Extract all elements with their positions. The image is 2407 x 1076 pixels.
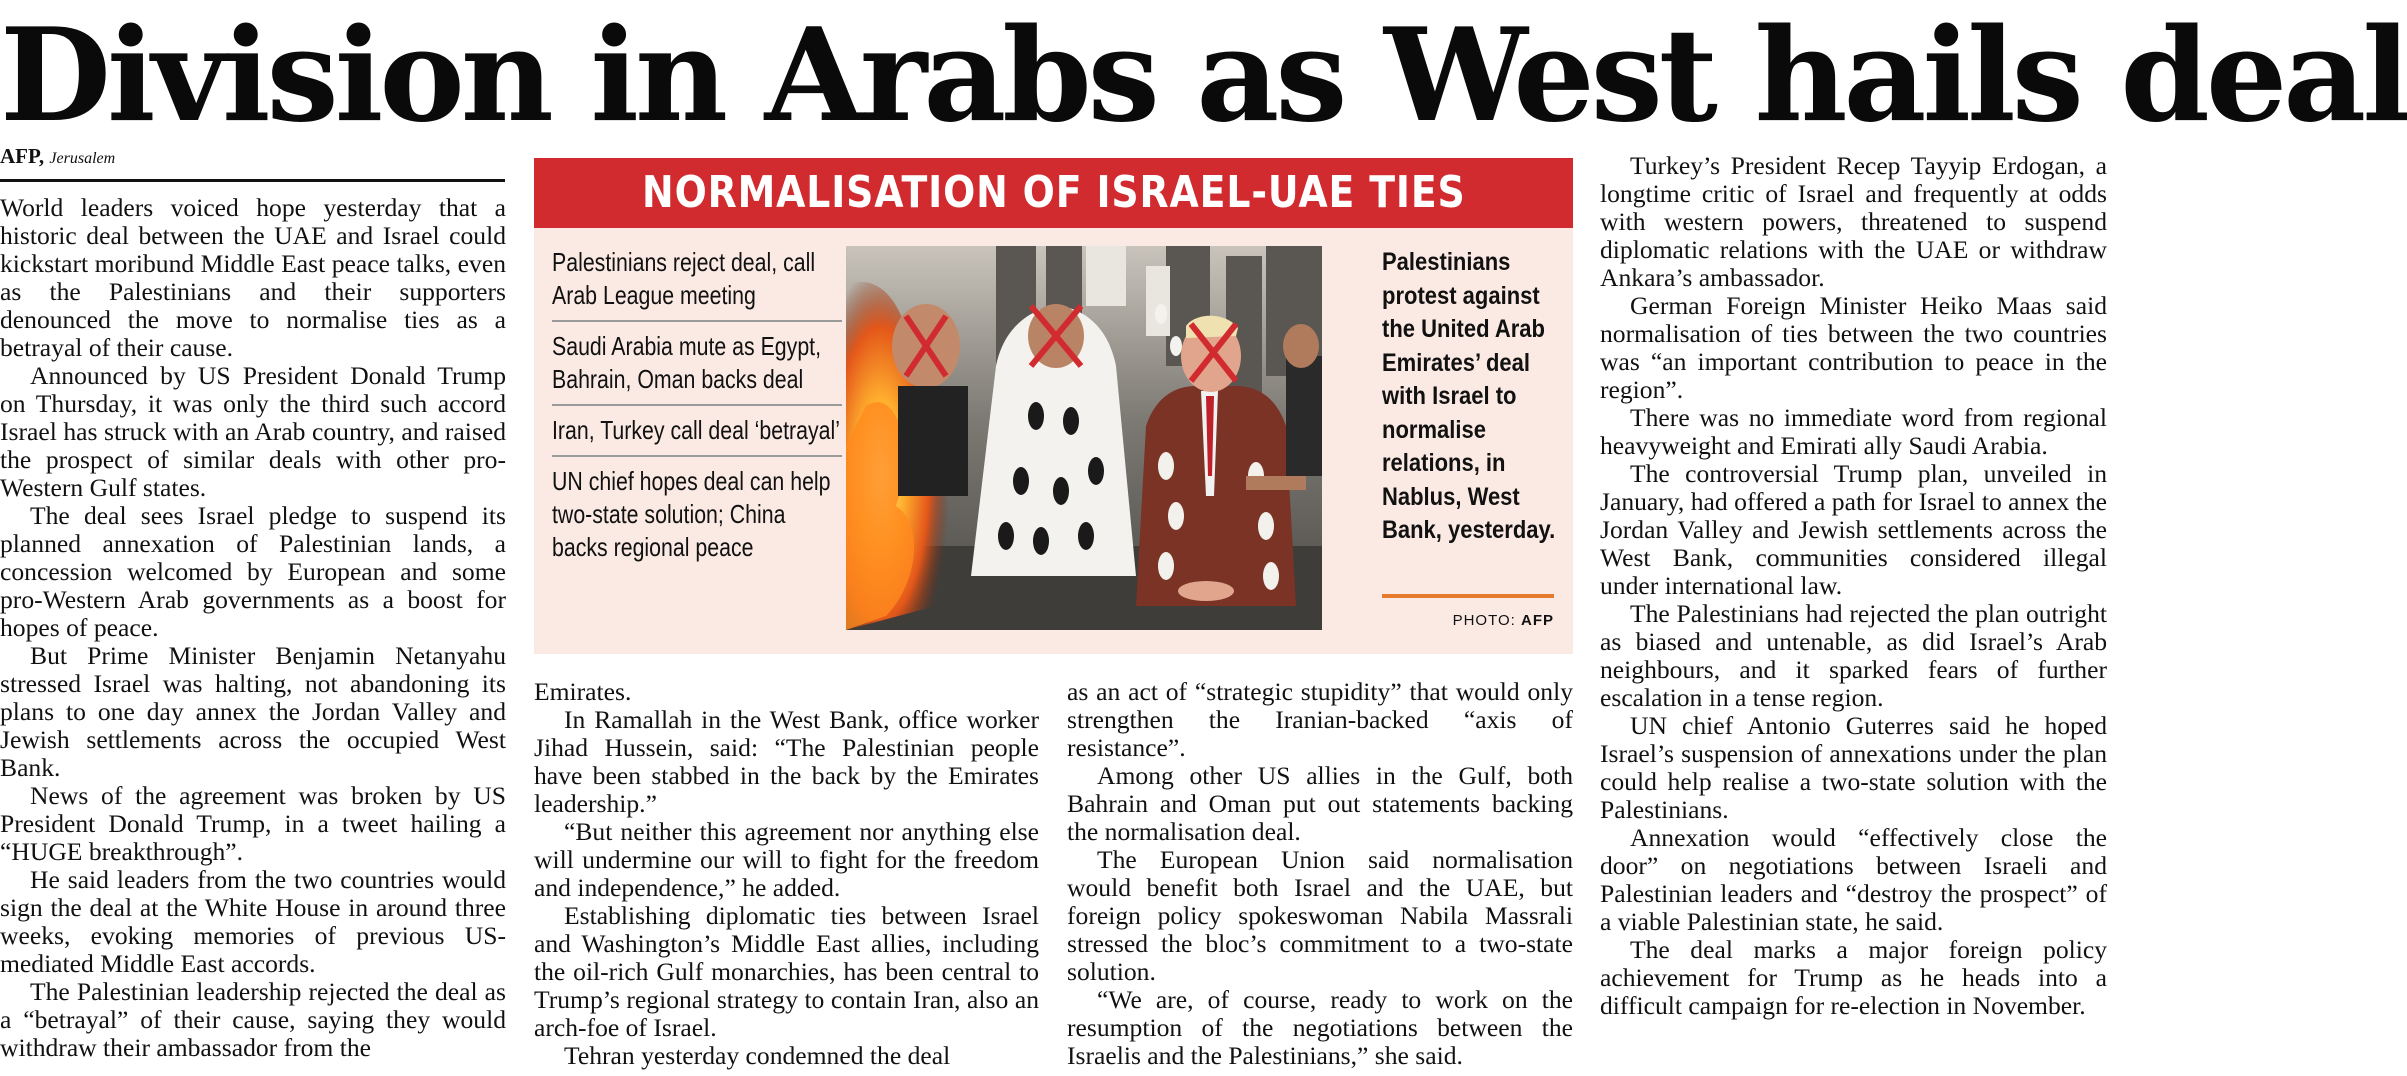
article-column-2 <box>534 678 1039 1076</box>
paragraph: World leaders voiced hope yesterday that a historic deal between the UAE and Israel could kickstart moribund Middle East peace talks, even as the Palestinians and their supporters denounced the move to normalise ties as a betrayal of their cause. <box>0 193 506 362</box>
factbox-banner <box>534 158 1573 228</box>
paragraph: Establishing diplomatic ties between Israel and Washington’s Middle East allies, including the oil-rich Gulf monarchies, has been central to Trump’s regional strategy to contain Iran, also an arch-foe of Israel. <box>534 901 1039 1042</box>
paragraph: “But neither this agreement nor anything else will undermine our will to fight for the freedom and independence,” he added. <box>534 817 1039 902</box>
paragraph: There was no immediate word from regional heavyweight and Emirati ally Saudi Arabia. <box>1600 403 2107 460</box>
paragraph: But Prime Minister Benjamin Netanyahu stressed Israel was halting, not abandoning its plans to one day annex the Jordan Valley and Jewish settlements across the occupied West Bank. <box>0 641 506 782</box>
paragraph: Annexation would “effectively close the door” on negotiations between Israeli and Palestinian leaders and “destroy the prospect” of a viable Palestinian state, he said. <box>1600 823 2107 936</box>
photo-credit <box>1382 612 1554 629</box>
byline-agency: AFP, <box>0 144 45 168</box>
factbox-bullet <box>552 246 842 322</box>
paragraph: Turkey’s President Recep Tayyip Erdogan, a longtime critic of Israel and frequently at odds with western powers, threatened to suspend diplomatic relations with the UAE or withdraw Ankara’s ambassador. <box>1600 151 2107 292</box>
paragraph: In Ramallah in the West Bank, office worker Jihad Hussein, said: “The Palestinian people have been stabbed in the back by the Emirates leadership.” <box>534 705 1039 818</box>
photo-caption-text: Palestinians protest against the United Arab Emirates’ deal with Israel to normalise relations, in Nablus, West Bank, yesterday. <box>1382 248 1556 544</box>
paragraph: The Palestinian leadership rejected the deal as a “betrayal” of their cause, saying they would withdraw their ambassador from the <box>0 977 506 1062</box>
bullet-text: Saudi Arabia mute as Egypt, Bahrain, Oman backs deal <box>552 331 822 394</box>
paragraph: as an act of “strategic stupidity” that would only strengthen the Iranian-backed “axis of resistance”. <box>1067 677 1573 762</box>
paragraph: Among other US allies in the Gulf, both Bahrain and Oman put out statements backing the normalisation deal. <box>1067 761 1573 846</box>
protest-photo-illustration <box>846 246 1322 630</box>
factbox <box>534 158 1573 654</box>
byline <box>0 144 505 182</box>
paragraph: The controversial Trump plan, unveiled in January, had offered a path for Israel to annex the Jordan Valley and Jewish settlements across the West Bank, communities considered illegal under international law. <box>1600 459 2107 600</box>
bullet-text: Iran, Turkey call deal ‘betrayal’ <box>552 415 840 445</box>
caption-rule <box>1382 594 1554 598</box>
paragraph: Tehran yesterday condemned the deal <box>564 1041 951 1070</box>
byline-place: Jerusalem <box>49 150 116 167</box>
factbox-bullet <box>552 406 842 457</box>
paragraph: The European Union said normalisation would benefit both Israel and the UAE, but foreign policy spokeswoman Nabila Massrali stressed the bloc’s commitment to a two-state solution. <box>1067 845 1573 986</box>
headline: Division in Arabs as West hails deal <box>0 1 2407 151</box>
paragraph: UN chief Antonio Guterres said he hoped Israel’s suspension of annexations under the plan could help realise a two-state solution with the Palestinians. <box>1600 711 2107 824</box>
paragraph: The deal marks a major foreign policy achievement for Trump as he heads into a difficult campaign for re-election in November. <box>1600 935 2107 1020</box>
article-column-3 <box>1067 678 1573 1076</box>
article-column-4 <box>1600 152 2107 1076</box>
factbox-bullets <box>552 246 842 572</box>
paragraph: News of the agreement was broken by US President Donald Trump, in a tweet hailing a “HUGE breakthrough”. <box>0 781 506 866</box>
paragraph: Announced by US President Donald Trump on Thursday, it was only the third such accord Israel has struck with an Arab country, and raised the prospect of similar deals with other pro-Western Gulf states. <box>0 361 506 502</box>
paragraph: He said leaders from the two countries would sign the deal at the White House in around three weeks, evoking memories of previous US-mediated Middle East accords. <box>0 865 506 978</box>
paragraph: The Palestinians had rejected the plan outright as biased and untenable, as did Israel’s Arab neighbours, and it sparked fears of further escalation in a tense region. <box>1600 599 2107 712</box>
paragraph: Emirates. <box>534 677 632 706</box>
paragraph: “We are, of course, ready to work on the resumption of the negotiations between the Israelis and the Palestinians,” she said. <box>1067 985 1573 1070</box>
factbox-bullet <box>552 322 842 406</box>
factbox-bullet <box>552 457 842 572</box>
article-column-1 <box>0 194 506 1076</box>
paragraph: German Foreign Minister Heiko Maas said normalisation of ties between the two countries was “an important contribution to peace in the region”. <box>1600 291 2107 404</box>
photo-credit-label: PHOTO: <box>1452 612 1516 629</box>
bullet-text: UN chief hopes deal can help two-state solution; China backs regional peace <box>552 466 831 562</box>
photo-caption <box>1382 246 1562 548</box>
factbox-banner-text: NORMALISATION OF ISRAEL-UAE TIES <box>641 167 1466 218</box>
bullet-text: Palestinians reject deal, call Arab League meeting <box>552 247 816 310</box>
protest-photo <box>846 246 1322 630</box>
photo-credit-source: AFP <box>1521 612 1554 629</box>
paragraph: The deal sees Israel pledge to suspend its planned annexation of Palestinian lands, a concession welcomed by European and some pro-Western Arab governments as a boost for hopes of peace. <box>0 501 506 642</box>
